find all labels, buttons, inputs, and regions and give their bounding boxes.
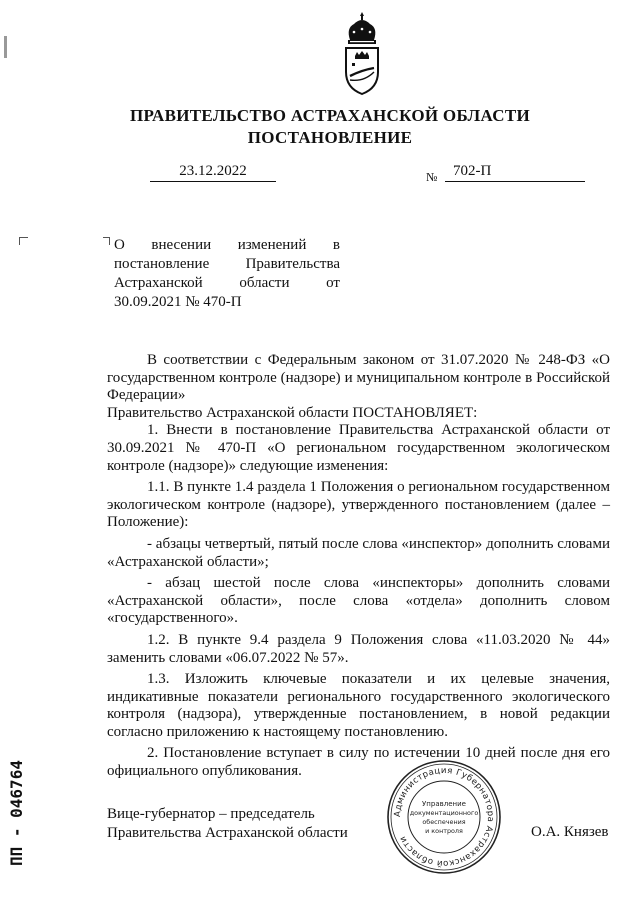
paragraph-item-1: 1. Внести в постановление Правительства Астраханской области от 30.09.2021 № 470-П «О региональном государственном экологическом контроле (надзоре)» следующие изменения: (107, 422, 610, 474)
document-subject: О внесении изменений в постановление Правительства Астраханской области от 30.09.2021 № 470-П (114, 237, 340, 310)
document-type-title: ПОСТАНОВЛЕНИЕ (247, 128, 413, 147)
paragraph-resolves: Правительство Астраханской области ПОСТАНОВЛЯЕТ: (107, 404, 478, 421)
registration-number (0, 718, 30, 868)
stamp-center-line-1: Управление (422, 800, 466, 808)
signatory-name: О.А. Князев (531, 824, 609, 840)
signatory-position-line-2: Правительства Астраханской области (107, 825, 348, 841)
document-body (107, 352, 610, 781)
number-sign: № (426, 170, 438, 184)
subject-bracket-left (19, 237, 28, 245)
government-title: ПРАВИТЕЛЬСТВО АСТРАХАНСКОЙ ОБЛАСТИ (130, 106, 530, 125)
paragraph-item-2: 2. Постановление вступает в силу по истечении 10 дней после дня его официального опубликования. (107, 745, 610, 780)
signatory-position-line-1: Вице-губернатор – председатель (107, 806, 315, 822)
official-stamp (385, 758, 503, 876)
margin-mark (4, 36, 7, 58)
stamp-ring-text: Администрация Губернатора Астраханской области (392, 765, 496, 869)
paragraph-item-1-1-a: - абзацы четвертый, пятый после слова «инспектор» дополнить словами «Астраханской области»; (107, 535, 610, 570)
paragraph-item-1-3: 1.3. Изложить ключевые показатели и их целевые значения, индикативные показатели регионального государственного экологического контроля (надзора), утвержденные постановлением, в новой редакции согласно приложению к настоящему постановлению. (107, 671, 610, 740)
paragraph-item-1-2: 1.2. В пункте 9.4 раздела 9 Положения слова «11.03.2020 № 44» заменить словами «06.07.2022 № 57». (107, 631, 610, 666)
signatory-position (107, 805, 348, 843)
paragraph-item-1-1-b: - абзац шестой после слова «инспекторы» дополнить словами «Астраханской области», после слова «отдела» дополнить словом «государственного». (107, 575, 610, 627)
stamp-center-line-4: и контроля (425, 827, 463, 835)
paragraph-item-1-1: 1.1. В пункте 1.4 раздела 1 Положения о региональном государственном экологическом контроле (надзоре), утвержденного постановлением (далее – Положение): (107, 479, 610, 531)
document-number: 702-П (445, 163, 585, 182)
paragraph-legal-basis: В соответствии с Федеральным законом от 31.07.2020 № 248-ФЗ «О государственном контроле (надзоре) и муниципальном контроле в Российской Федерации» (107, 352, 610, 404)
stamp-center-line-2: документационного (409, 809, 479, 817)
coat-of-arms-emblem (336, 10, 388, 96)
stamp-center-line-3: обеспечения (422, 818, 466, 826)
document-date: 23.12.2022 (150, 163, 276, 182)
registration-number-text: ПП - 046764 (7, 760, 26, 866)
subject-bracket-right (103, 237, 110, 245)
